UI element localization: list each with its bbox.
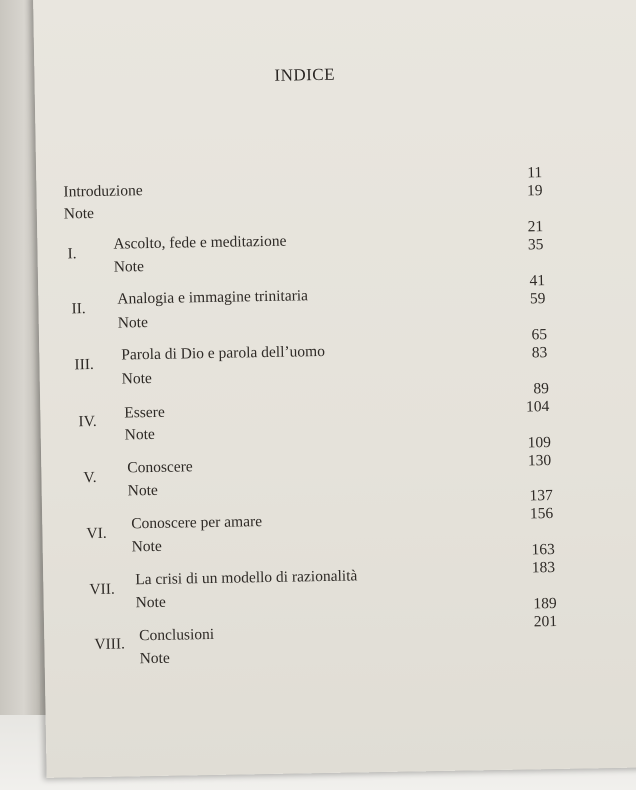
toc-intro-note: Note bbox=[63, 204, 95, 223]
toc-chapter-note: Note bbox=[117, 314, 149, 332]
toc-chapter-note: Note bbox=[121, 369, 153, 388]
toc-chapter-title: Parola di Dio e parola dell’uomo bbox=[121, 342, 326, 364]
book-page bbox=[33, 0, 636, 778]
toc-chapter-note-page: 83 bbox=[531, 344, 548, 362]
toc-intro-page: 11 bbox=[527, 164, 543, 182]
toc-chapter-title: Conoscere bbox=[127, 458, 193, 477]
toc-intro-note-page: 19 bbox=[526, 182, 543, 200]
toc-chapter-title: Conclusioni bbox=[139, 625, 215, 645]
toc-chapter-note-page: 59 bbox=[529, 290, 546, 308]
toc-chapter-page: 21 bbox=[527, 218, 544, 236]
toc-chapter-title: Essere bbox=[124, 403, 165, 422]
toc-chapter-title: La crisi di un modello di razionalità bbox=[135, 567, 358, 589]
toc-chapter-page: 41 bbox=[529, 272, 546, 290]
toc-chapter-page: 109 bbox=[527, 434, 552, 452]
toc-chapter-numeral: II. bbox=[71, 300, 86, 318]
toc-chapter-numeral: I. bbox=[67, 245, 77, 263]
page-title: INDICE bbox=[274, 64, 336, 85]
toc-chapter-note: Note bbox=[131, 537, 162, 556]
toc-chapter-numeral: VIII. bbox=[94, 635, 126, 654]
toc-chapter-note: Note bbox=[113, 258, 145, 276]
toc-chapter-note: Note bbox=[135, 593, 166, 612]
toc-chapter-numeral: III. bbox=[74, 355, 94, 374]
toc-chapter-page: 137 bbox=[529, 487, 553, 505]
toc-chapter-numeral: VII. bbox=[89, 580, 115, 599]
toc-chapter-numeral: VI. bbox=[86, 524, 107, 543]
toc-chapter-page: 89 bbox=[533, 380, 550, 398]
toc-chapter-note-page: 104 bbox=[525, 398, 550, 416]
toc-chapter-note: Note bbox=[139, 649, 170, 668]
toc-chapter-title: Ascolto, fede e meditazione bbox=[113, 232, 287, 253]
toc-chapter-page: 189 bbox=[533, 594, 557, 613]
book-spine bbox=[0, 0, 40, 790]
toc-chapter-numeral: V. bbox=[83, 468, 97, 487]
toc-chapter-note-page: 35 bbox=[527, 236, 544, 254]
toc-chapter-note-page: 201 bbox=[533, 612, 558, 631]
toc-chapter-note-page: 183 bbox=[531, 558, 556, 577]
toc-chapter-note: Note bbox=[124, 425, 155, 444]
toc-chapter-note: Note bbox=[127, 481, 158, 500]
toc-chapter-numeral: IV. bbox=[78, 412, 97, 431]
toc-chapter-title: Conoscere per amare bbox=[131, 513, 263, 533]
toc-intro-title: Introduzione bbox=[63, 182, 143, 201]
toc-chapter-title: Analogia e immagine trinitaria bbox=[117, 287, 309, 308]
toc-chapter-note-page: 156 bbox=[529, 505, 554, 523]
toc-chapter-page: 163 bbox=[531, 540, 555, 559]
toc-chapter-page: 65 bbox=[531, 326, 548, 344]
toc-chapter-note-page: 130 bbox=[527, 452, 552, 470]
